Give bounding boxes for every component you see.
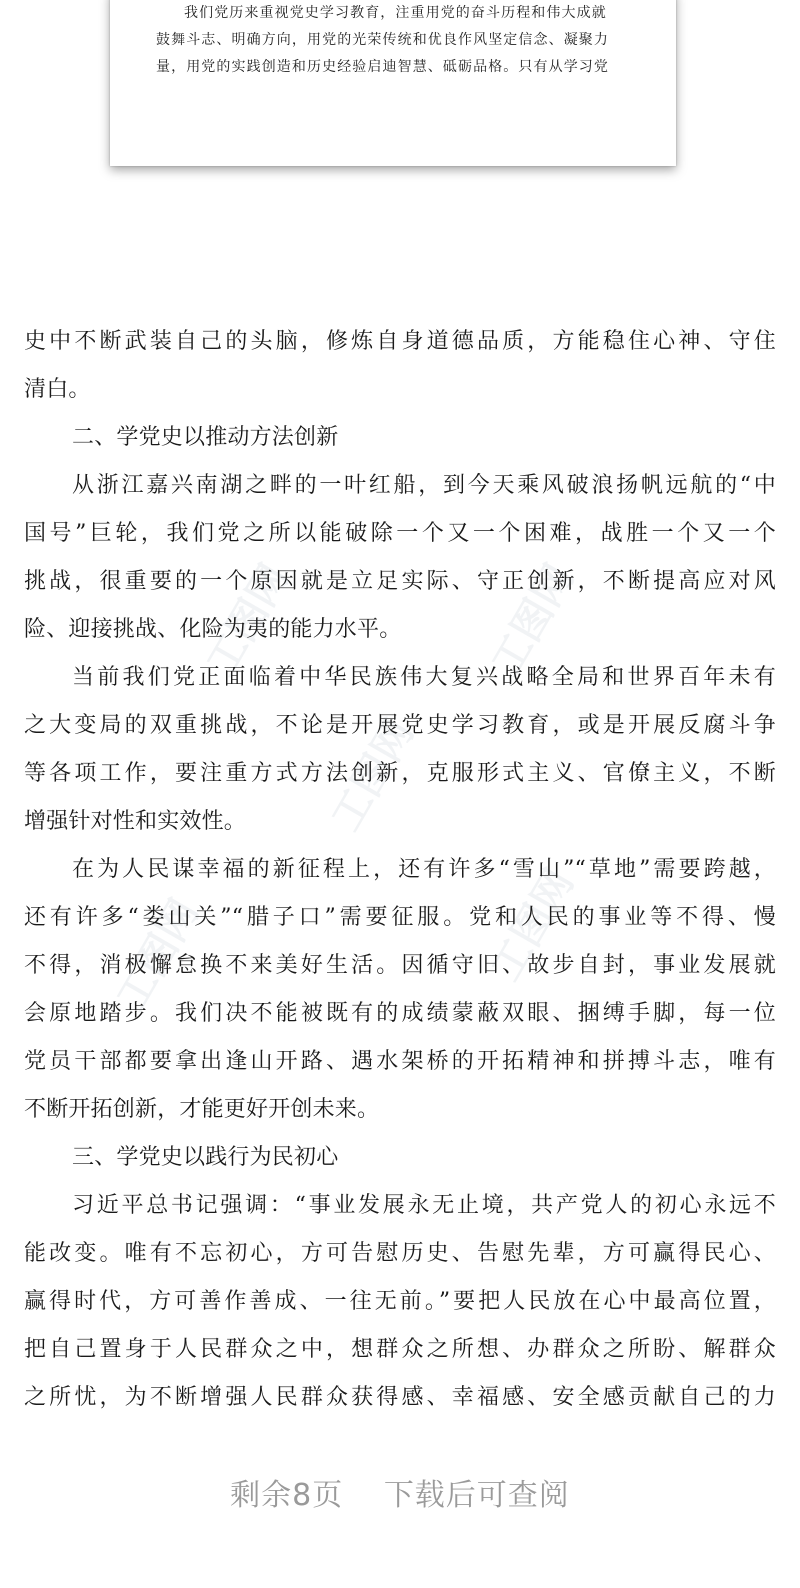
preview-text-line: 量，用党的实践创造和历史经验启迪智慧、砥砺品格。只有从学习党 [156, 59, 609, 75]
watermark: 工图网 [483, 556, 583, 684]
body-text-line: 当前我们党正面临着中华民族伟大复兴战略全局和世界百年未有 [72, 665, 776, 690]
body-text-line: 不断开拓创新，才能更好开创未来。 [24, 1097, 380, 1122]
body-text-line: 增强针对性和实效性。 [24, 809, 247, 834]
body-text-line: 之所忧，为不断增强人民群众获得感、幸福感、安全感贡献自己的力 [24, 1385, 776, 1410]
body-text-line: 赢得时代，方可善作善成、一往无前。”要把人民放在心中最高位置， [24, 1289, 776, 1314]
body-text-line: 还有许多“娄山关”“腊子口”需要征服。党和人民的事业等不得、慢 [24, 905, 776, 930]
remaining-pages-footer[interactable] [0, 1470, 800, 1514]
remaining-pages-label: 剩余8页 [230, 1478, 344, 1513]
section-heading: 二、学党史以推动方法创新 [72, 425, 339, 450]
body-text-line: 不得，消极懈怠换不来美好生活。因循守旧、故步自封，事业发展就 [24, 953, 776, 978]
body-text-line: 习近平总书记强调：“事业发展永无止境，共产党人的初心永远不 [72, 1193, 776, 1218]
body-text-line: 清白。 [24, 377, 91, 402]
body-text-line: 险、迎接挑战、化险为夷的能力水平。 [24, 617, 402, 642]
download-to-view-label[interactable]: 下载后可查阅 [383, 1478, 570, 1513]
watermark: 工图网 [323, 711, 423, 839]
document-body [24, 318, 776, 1422]
body-text-line: 挑战，很重要的一个原因就是立足实际、守正创新，不断提高应对风 [24, 569, 776, 594]
body-text-line: 会原地踏步。我们决不能被既有的成绩蒙蔽双眼、捆缚手脚，每一位 [24, 1001, 776, 1026]
preview-text-line: 我们党历来重视党史学习教育，注重用党的奋斗历程和伟大成就 [184, 5, 607, 21]
watermark: 工图网 [108, 891, 208, 1019]
body-text-line: 从浙江嘉兴南湖之畔的一叶红船，到今天乘风破浪扬帆远航的“中 [72, 473, 776, 498]
body-text-line: 党员干部都要拿出逢山开路、遇水架桥的开拓精神和拼搏斗志，唯有 [24, 1049, 776, 1074]
body-text-line: 史中不断武装自己的头脑，修炼自身道德品质，方能稳住心神、守住 [24, 329, 776, 354]
document-preview-card [110, 0, 676, 166]
body-text-line: 在为人民谋幸福的新征程上，还有许多“雪山”“草地”需要跨越， [72, 857, 776, 882]
watermark: 工图网 [198, 556, 298, 684]
body-text-line: 国号”巨轮，我们党之所以能破除一个又一个困难，战胜一个又一个 [24, 521, 776, 546]
preview-text-line: 鼓舞斗志、明确方向，用党的光荣传统和优良作风坚定信念、凝聚力 [156, 32, 609, 48]
watermark: 工图网 [483, 861, 583, 989]
body-text-line: 能改变。唯有不忘初心，方可告慰历史、告慰先辈，方可赢得民心、 [24, 1241, 776, 1266]
body-text-line: 等各项工作，要注重方式方法创新，克服形式主义、官僚主义，不断 [24, 761, 776, 786]
body-text-line: 之大变局的双重挑战，不论是开展党史学习教育，或是开展反腐斗争 [24, 713, 776, 738]
body-text-line: 把自己置身于人民群众之中，想群众之所想、办群众之所盼、解群众 [24, 1337, 776, 1362]
section-heading: 三、学党史以践行为民初心 [72, 1145, 339, 1170]
